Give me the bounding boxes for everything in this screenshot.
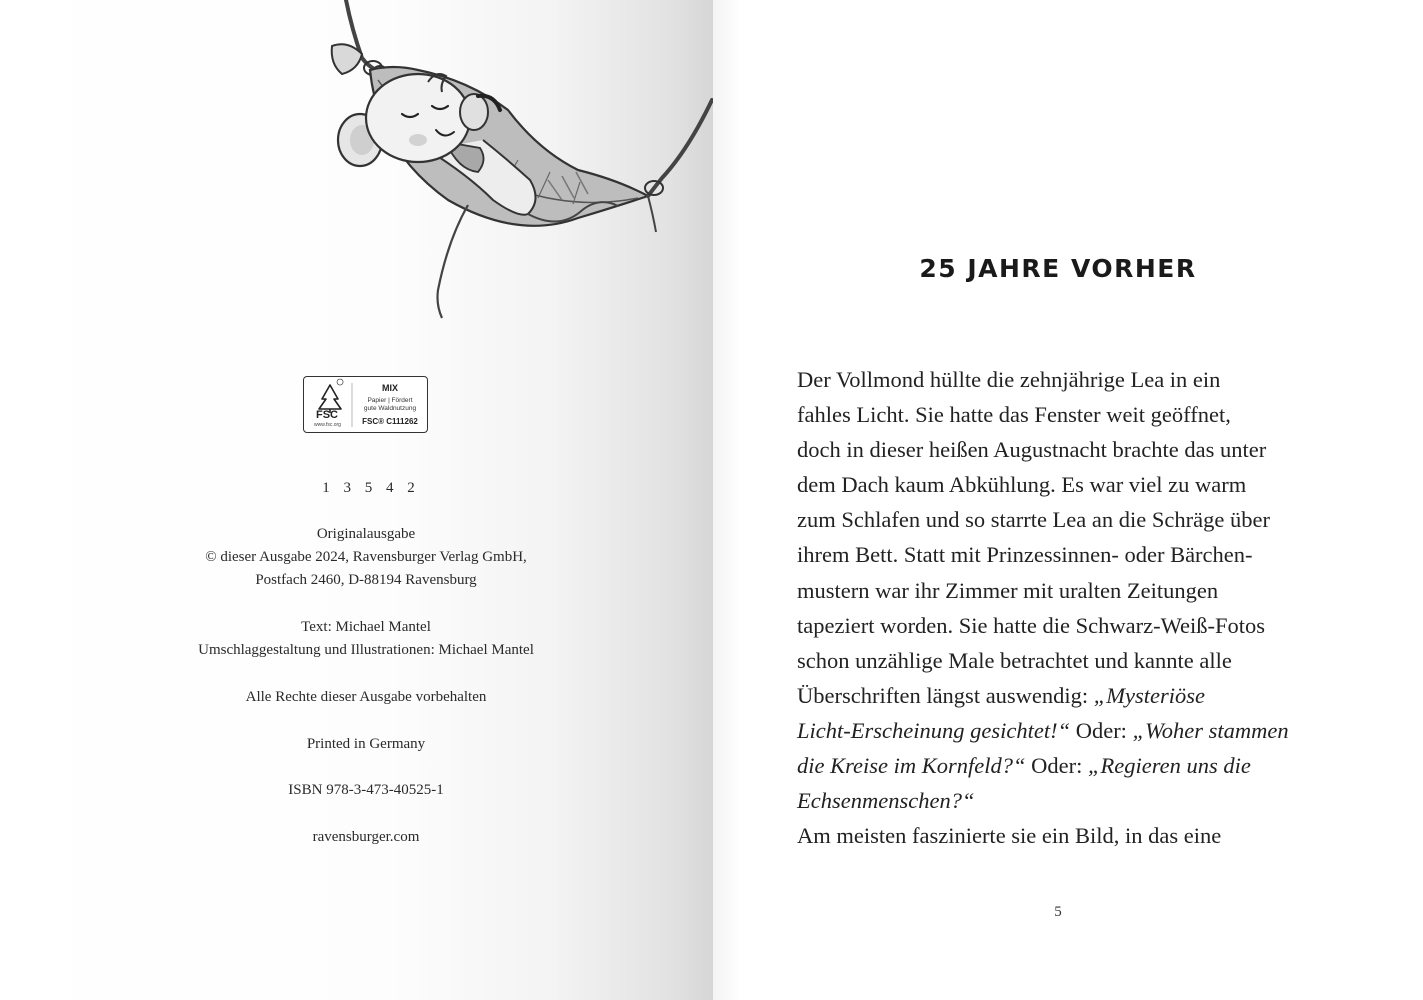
text-line [797, 432, 1317, 467]
text-run: schon unzählige Male betrachtet und kannte alle [797, 647, 1232, 673]
text-run: dem Dach kaum Abkühlung. Es war viel zu warm [797, 472, 1247, 498]
italic-text-run: „Regieren uns die [1088, 753, 1251, 779]
text-line [797, 537, 1317, 572]
text-line [797, 397, 1317, 432]
text-line [797, 643, 1317, 678]
text-run: Oder: [1070, 717, 1133, 743]
text-run: Überschriften längst auswendig: [797, 682, 1094, 708]
text-line [797, 748, 1317, 783]
publisher-website: ravensburger.com [312, 829, 420, 845]
text-line [797, 502, 1317, 537]
fsc-line1: Papier | Fördert [367, 397, 413, 404]
italic-text-run: die Kreise im Kornfeld?“ [797, 753, 1026, 779]
text-line [797, 783, 1317, 818]
fsc-tree-text: FSC [316, 409, 338, 421]
text-run: fahles Licht. Sie hatte das Fenster weit geöffnet, [797, 402, 1231, 428]
text-run: Der Vollmond hüllte die zehnjährige Lea in ein [797, 367, 1221, 392]
fsc-code: FSC® C111262 [362, 417, 418, 426]
fsc-certification-logo [303, 376, 428, 433]
text-line [797, 362, 1317, 397]
fsc-line2: gute Waldnutzung [363, 405, 417, 412]
chapter-body-text [797, 362, 1317, 853]
mouse-hammock-illustration [318, 0, 718, 322]
text-line [797, 467, 1317, 502]
text-credit: Text: Michael Mantel [301, 619, 431, 635]
italic-text-run: „Mysteriöse [1093, 682, 1206, 708]
text-run: Am meisten faszinierte sie ein Bild, in das eine [797, 823, 1222, 849]
text-run: mustern war ihr Zimmer mit uralten Zeitungen [797, 577, 1219, 603]
italic-text-run: „Woher stammen [1132, 717, 1289, 743]
isbn: ISBN 978-3-473-40525-1 [288, 782, 444, 798]
publisher-address: Postfach 2460, D-88194 Ravensburg [255, 572, 477, 588]
text-run: tapeziert worden. Sie hatte die Schwarz-Weiß-Fotos [797, 612, 1266, 638]
text-line [797, 573, 1317, 608]
printed-in: Printed in Germany [306, 736, 426, 752]
text-line [797, 608, 1317, 643]
text-run: zum Schlafen und so starrte Lea an die Schräge über [797, 507, 1270, 533]
italic-text-run: Echsenmenschen?“ [797, 788, 975, 814]
text-run: ihrem Bett. Statt mit Prinzessinnen- oder Bärchen- [797, 542, 1253, 568]
illustration-credit: Umschlaggestaltung und Illustrationen: Michael Mantel [198, 642, 534, 658]
text-line [797, 678, 1317, 713]
impression-line: 1 3 5 4 2 [322, 480, 420, 496]
italic-text-run: Licht-Erscheinung gesichtet!“ [797, 717, 1071, 743]
fsc-mix: MIX [381, 383, 398, 393]
chapter-title: 25 JAHRE VORHER [919, 254, 1197, 283]
fsc-tree-icon [319, 379, 343, 413]
copyright-line: © dieser Ausgabe 2024, Ravensburger Verlag GmbH, [205, 549, 527, 565]
text-run: doch in dieser heißen Augustnacht brachte das unter [797, 437, 1267, 463]
text-run: Oder: [1025, 753, 1089, 779]
rights-notice: Alle Rechte dieser Ausgabe vorbehalten [245, 689, 487, 705]
text-line [797, 713, 1317, 748]
edition-note: Originalausgabe [316, 526, 416, 542]
fsc-website: www.fsc.org [314, 422, 341, 428]
page-number: 5 [1054, 904, 1062, 920]
text-line [797, 818, 1317, 853]
